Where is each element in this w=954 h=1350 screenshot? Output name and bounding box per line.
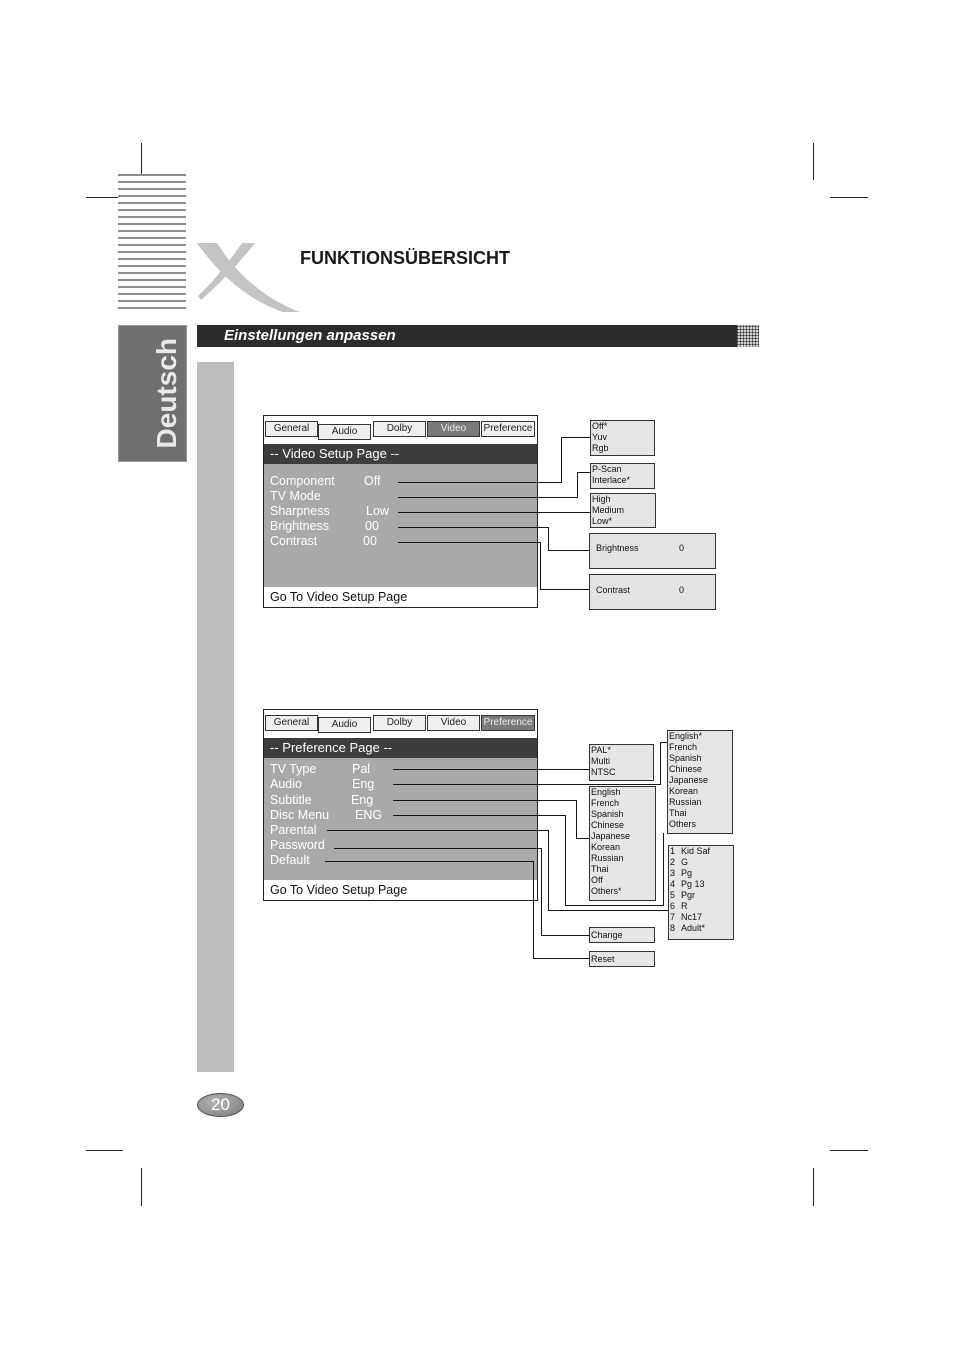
option-item[interactable]: Thai: [669, 808, 687, 818]
option-item[interactable]: Rgb: [592, 443, 609, 453]
option-item[interactable]: English: [591, 787, 621, 797]
option-item[interactable]: Off: [591, 875, 603, 885]
sharpness-options: [590, 493, 656, 528]
option-item[interactable]: [670, 868, 733, 879]
striped-decoration: [118, 174, 186, 312]
option-item[interactable]: Low*: [592, 516, 613, 526]
tab-dolby[interactable]: Dolby: [373, 421, 426, 437]
option-item[interactable]: Multi: [591, 756, 611, 766]
menu-item-label: Component: [270, 474, 335, 488]
menu-language-options: [667, 730, 733, 834]
connector-line: [540, 589, 589, 590]
menu-item-value: Pal: [352, 762, 371, 776]
crop-mark: [813, 1168, 814, 1206]
connector-line: [576, 838, 589, 839]
brightness-label: Brightness: [596, 543, 639, 553]
connector-line: [393, 769, 589, 770]
x-logo-icon: [195, 240, 305, 315]
connector-line: [663, 833, 664, 906]
connector-line: [565, 815, 566, 906]
menu-item-value: Off: [364, 474, 381, 488]
rating-label: R: [681, 901, 688, 911]
side-column: [197, 362, 234, 1072]
menu-item-label: Audio: [270, 777, 302, 791]
rating-label: Pg 13: [681, 879, 705, 889]
option-item[interactable]: [670, 857, 733, 868]
tab-preference[interactable]: Preference: [481, 421, 535, 437]
language-tab: [118, 325, 187, 462]
tab-general[interactable]: General: [265, 715, 318, 731]
option-item[interactable]: [670, 846, 733, 857]
menu-item-label: Brightness: [270, 519, 330, 533]
option-item[interactable]: French: [591, 798, 620, 808]
option-item[interactable]: Chinese: [669, 764, 703, 774]
screen-title: -- Video Setup Page --: [264, 444, 537, 464]
connector-line: [577, 472, 590, 473]
connector-line: [398, 527, 548, 528]
connector-line: [577, 472, 578, 498]
tv-type-options: [589, 744, 654, 781]
crop-mark: [141, 1168, 142, 1206]
rating-label: Pgr: [681, 890, 696, 900]
connector-line: [398, 482, 561, 483]
screen-footer: Go To Video Setup Page: [264, 880, 537, 900]
connector-line: [398, 497, 577, 498]
menu-item-password[interactable]: [270, 838, 520, 853]
option-item[interactable]: Korean: [669, 786, 699, 796]
tab-preference[interactable]: Preference: [481, 715, 535, 731]
menu-item-label: TV Type: [270, 762, 317, 776]
connector-line: [393, 800, 576, 801]
rating-number: 6: [670, 901, 676, 911]
connector-line: [561, 437, 562, 483]
tab-general[interactable]: General: [265, 421, 318, 437]
option-item[interactable]: Thai: [591, 864, 609, 874]
connector-line: [565, 905, 663, 906]
menu-item-value: Eng: [352, 777, 375, 791]
option-item[interactable]: [670, 879, 733, 890]
option-item[interactable]: Interlace*: [592, 475, 631, 485]
menu-item-label: Parental: [270, 823, 317, 837]
option-item[interactable]: PAL*: [591, 745, 611, 755]
menu-item-label: TV Mode: [270, 489, 321, 503]
menu-item-value: ENG: [355, 808, 383, 822]
connector-line: [548, 830, 549, 911]
menu-item-label: Subtitle: [270, 793, 312, 807]
option-item[interactable]: Japanese: [669, 775, 709, 785]
connector-line: [398, 542, 540, 543]
subtitle-language-options: [589, 786, 656, 901]
rating-number: 5: [670, 890, 676, 900]
option-item[interactable]: [670, 923, 733, 934]
reset-button[interactable]: Reset: [589, 951, 655, 967]
connector-line: [548, 527, 549, 551]
option-item[interactable]: Russian: [669, 797, 702, 807]
parental-rating-options: [668, 845, 734, 940]
tab-video[interactable]: Video: [427, 421, 480, 437]
option-item[interactable]: Others: [669, 819, 697, 829]
rating-label: Pg: [681, 868, 693, 878]
option-item[interactable]: P-Scan: [592, 464, 622, 474]
rating-number: 7: [670, 912, 676, 922]
option-item[interactable]: Off*: [592, 421, 608, 431]
brightness-adjuster[interactable]: [589, 533, 716, 569]
screen-title: -- Preference Page --: [264, 738, 537, 758]
option-item[interactable]: [670, 890, 733, 901]
menu-item-label: Sharpness: [270, 504, 330, 518]
page-number: 20: [197, 1093, 244, 1117]
connector-line: [541, 935, 589, 936]
connector-line: [327, 830, 548, 831]
menu-item-value: Eng: [351, 793, 374, 807]
connector-line: [398, 512, 590, 513]
connector-line: [548, 550, 589, 551]
option-item[interactable]: Medium: [592, 505, 625, 515]
page-heading: FUNKTIONSÜBERSICHT: [300, 248, 510, 268]
section-title: Einstellungen anpassen: [224, 327, 396, 344]
menu-item-value: 00: [363, 534, 377, 548]
option-item[interactable]: [670, 912, 733, 923]
crop-mark: [86, 1150, 123, 1151]
option-item[interactable]: English*: [669, 731, 703, 741]
connector-line: [393, 815, 565, 816]
option-item[interactable]: Japanese: [591, 831, 631, 841]
option-item[interactable]: Spanish: [591, 809, 624, 819]
contrast-adjuster[interactable]: [589, 574, 716, 610]
option-item[interactable]: Yuv: [592, 432, 608, 442]
option-item[interactable]: NTSC: [591, 767, 616, 777]
rating-label: Kid Saf: [681, 846, 711, 856]
option-item[interactable]: Russian: [591, 853, 624, 863]
option-item[interactable]: Korean: [591, 842, 621, 852]
connector-line: [561, 437, 590, 438]
tab-video[interactable]: Video: [427, 715, 480, 731]
rating-number: 4: [670, 879, 676, 889]
option-item[interactable]: Others*: [591, 886, 622, 896]
language-tab-label: Deutsch: [151, 338, 182, 449]
component-options: [590, 420, 655, 456]
tv-mode-options: [590, 463, 655, 489]
option-item[interactable]: Spanish: [669, 753, 702, 763]
tab-audio[interactable]: Audio: [318, 424, 371, 440]
connector-line: [393, 784, 660, 785]
tab-audio[interactable]: Audio: [318, 717, 371, 733]
option-item[interactable]: French: [669, 742, 698, 752]
connector-line: [334, 848, 541, 849]
rating-number: 1: [670, 846, 676, 856]
rating-number: 8: [670, 923, 676, 933]
tab-dolby[interactable]: Dolby: [373, 715, 426, 731]
rating-label: Nc17: [681, 912, 703, 922]
rating-label: G: [681, 857, 689, 867]
connector-line: [325, 861, 533, 862]
connector-line: [576, 800, 577, 839]
connector-line: [548, 910, 668, 911]
rating-number: 2: [670, 857, 676, 867]
connector-line: [660, 742, 661, 785]
option-item[interactable]: High: [592, 494, 611, 504]
contrast-value: 0: [679, 585, 685, 595]
menu-item-label: Disc Menu: [270, 808, 330, 822]
menu-item-label: Default: [270, 853, 310, 867]
contrast-label: Contrast: [596, 585, 631, 595]
menu-item-value: Low: [366, 504, 389, 518]
option-item[interactable]: [670, 901, 733, 912]
crop-mark: [813, 143, 814, 180]
connector-line: [533, 861, 534, 959]
connector-line: [660, 742, 667, 743]
preference-screen: [263, 709, 538, 901]
menu-item-label: Password: [270, 838, 325, 852]
section-bar-dots: [733, 325, 759, 347]
connector-line: [533, 958, 589, 959]
rating-number: 3: [670, 868, 676, 878]
option-item[interactable]: Chinese: [591, 820, 625, 830]
screen-footer: Go To Video Setup Page: [264, 587, 537, 607]
crop-mark: [830, 1150, 868, 1151]
rating-label: Adult*: [681, 923, 706, 933]
crop-mark: [830, 197, 868, 198]
change-password-button[interactable]: Change: [589, 927, 655, 943]
menu-item-value: 00: [365, 519, 379, 533]
brightness-value: 0: [679, 543, 685, 553]
connector-line: [540, 542, 541, 590]
connector-line: [541, 848, 542, 936]
menu-item-label: Contrast: [270, 534, 318, 548]
